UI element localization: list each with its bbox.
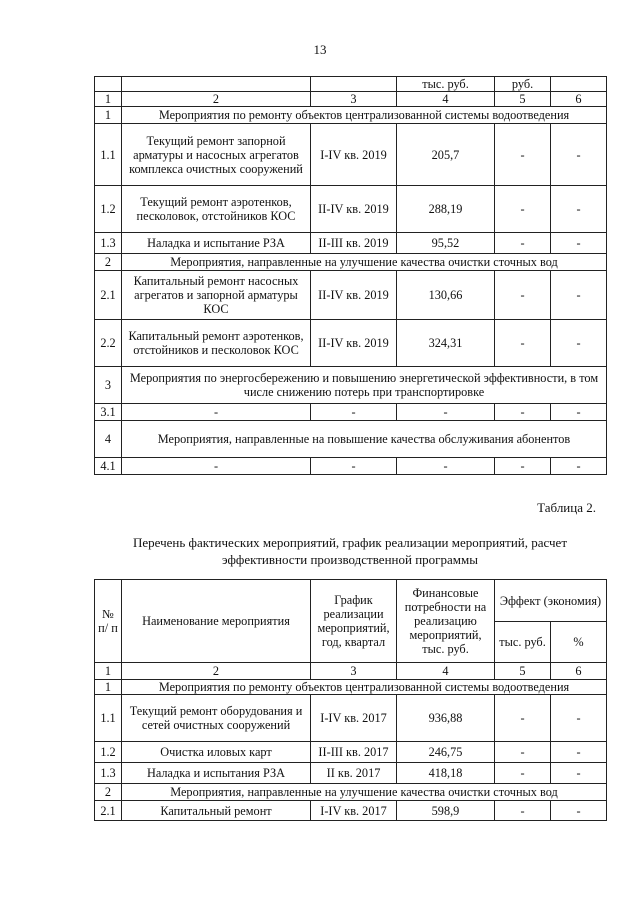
row-number: 1.1: [95, 695, 122, 742]
table-row: [95, 233, 607, 254]
schedule: I-IV кв. 2019: [311, 124, 397, 186]
row-number: 2.1: [95, 271, 122, 320]
header-num: № п/ п: [95, 580, 122, 663]
unit-cell: руб.: [495, 77, 551, 92]
effect-rub: -: [495, 458, 551, 475]
section-number: 1: [95, 107, 122, 124]
event-name: Наладка и испытания РЗА: [122, 763, 311, 784]
schedule: -: [311, 404, 397, 421]
header-effect-rub: тыс. руб.: [495, 622, 551, 663]
schedule: II-IV кв. 2019: [311, 186, 397, 233]
table-row: [95, 107, 607, 124]
financing: 130,66: [397, 271, 495, 320]
table-row: [95, 421, 607, 458]
financing: 324,31: [397, 320, 495, 367]
row-number: 1.2: [95, 186, 122, 233]
effect-rub: -: [495, 233, 551, 254]
table-row: [95, 254, 607, 271]
header-name: Наименование мероприятия: [122, 580, 311, 663]
index-cell: 3: [311, 663, 397, 680]
row-number: 3.1: [95, 404, 122, 421]
effect-percent: -: [551, 801, 607, 821]
section-number: 4: [95, 421, 122, 458]
row-number: 1.3: [95, 233, 122, 254]
header-financing: Финансовые потребности на реализацию мероприятий, тыс. руб.: [397, 580, 495, 663]
effect-rub: -: [495, 271, 551, 320]
header-row: [95, 580, 607, 622]
index-cell: 4: [397, 92, 495, 107]
effect-percent: -: [551, 271, 607, 320]
index-row: [95, 663, 607, 680]
index-cell: 5: [495, 663, 551, 680]
event-name: Капитальный ремонт аэротенков, отстойников и песколовок КОС: [122, 320, 311, 367]
table-row: [95, 784, 607, 801]
header-effect: Эффект (экономия): [495, 580, 607, 622]
financing: 288,19: [397, 186, 495, 233]
effect-percent: -: [551, 320, 607, 367]
section-title: Мероприятия по ремонту объектов централизованной системы водоотведения: [122, 107, 607, 124]
section-title: Мероприятия, направленные на повышение качества обслуживания абонентов: [122, 421, 607, 458]
schedule: -: [311, 458, 397, 475]
schedule: I-IV кв. 2017: [311, 801, 397, 821]
index-row: [95, 92, 607, 107]
index-cell: 1: [95, 663, 122, 680]
effect-rub: -: [495, 186, 551, 233]
financing: 418,18: [397, 763, 495, 784]
effect-rub: -: [495, 320, 551, 367]
table-row: [95, 367, 607, 404]
section-number: 3: [95, 367, 122, 404]
financing: 95,52: [397, 233, 495, 254]
event-name: Текущий ремонт аэротенков, песколовок, отстойников КОС: [122, 186, 311, 233]
schedule: II-III кв. 2019: [311, 233, 397, 254]
section-title: Мероприятия по ремонту объектов централизованной системы водоотведения: [122, 680, 607, 695]
event-name: Текущий ремонт оборудования и сетей очистных сооружений: [122, 695, 311, 742]
index-cell: 1: [95, 92, 122, 107]
event-name: Капитальный ремонт насосных агрегатов и запорной арматуры КОС: [122, 271, 311, 320]
effect-rub: -: [495, 404, 551, 421]
section-title: Мероприятия, направленные на улучшение качества очистки сточных вод: [122, 784, 607, 801]
financing: 246,75: [397, 742, 495, 763]
table-row: [95, 320, 607, 367]
unit-cell: [95, 77, 122, 92]
table-2-title: Перечень фактических мероприятий, график реализации мероприятий, расчет эффективности производственной программы: [132, 535, 568, 567]
table-2: [94, 579, 607, 821]
unit-cell: тыс. руб.: [397, 77, 495, 92]
row-number: 1.3: [95, 763, 122, 784]
financing: 936,88: [397, 695, 495, 742]
effect-percent: -: [551, 695, 607, 742]
event-name: Капитальный ремонт: [122, 801, 311, 821]
row-number: 4.1: [95, 458, 122, 475]
table-1-body: [95, 77, 607, 475]
effect-rub: -: [495, 801, 551, 821]
index-cell: 3: [311, 92, 397, 107]
index-cell: 6: [551, 663, 607, 680]
row-number: 2.1: [95, 801, 122, 821]
event-name: Наладка и испытание РЗА: [122, 233, 311, 254]
index-cell: 2: [122, 663, 311, 680]
schedule: II кв. 2017: [311, 763, 397, 784]
schedule: II-IV кв. 2019: [311, 320, 397, 367]
table-row: [95, 404, 607, 421]
unit-row: [95, 77, 607, 92]
table-row: [95, 186, 607, 233]
section-title: Мероприятия по энергосбережению и повышению энергетической эффективности, в том числе снижению потерь при транспортировке: [122, 367, 607, 404]
schedule: II-IV кв. 2019: [311, 271, 397, 320]
effect-percent: -: [551, 458, 607, 475]
schedule: I-IV кв. 2017: [311, 695, 397, 742]
effect-rub: -: [495, 695, 551, 742]
section-title: Мероприятия, направленные на улучшение качества очистки сточных вод: [122, 254, 607, 271]
effect-percent: -: [551, 742, 607, 763]
section-number: 2: [95, 784, 122, 801]
financing: -: [397, 404, 495, 421]
page-number: 13: [313, 42, 327, 57]
event-name: -: [122, 458, 311, 475]
table-1: [94, 76, 607, 475]
schedule: II-III кв. 2017: [311, 742, 397, 763]
unit-cell: [551, 77, 607, 92]
table-2-body: [95, 580, 607, 821]
effect-rub: -: [495, 742, 551, 763]
financing: 205,7: [397, 124, 495, 186]
effect-rub: -: [495, 763, 551, 784]
section-number: 1: [95, 680, 122, 695]
effect-percent: -: [551, 124, 607, 186]
effect-percent: -: [551, 186, 607, 233]
table-row: [95, 763, 607, 784]
event-name: Очистка иловых карт: [122, 742, 311, 763]
header-schedule: График реализации мероприятий, год, квартал: [311, 580, 397, 663]
index-cell: 6: [551, 92, 607, 107]
table-row: [95, 742, 607, 763]
table-row: [95, 458, 607, 475]
table-row: [95, 271, 607, 320]
index-cell: 2: [122, 92, 311, 107]
effect-percent: -: [551, 404, 607, 421]
table-2-label: Таблица 2.: [537, 500, 596, 515]
row-number: 1.1: [95, 124, 122, 186]
header-effect-percent: %: [551, 622, 607, 663]
row-number: 2.2: [95, 320, 122, 367]
table-row: [95, 695, 607, 742]
table-row: [95, 801, 607, 821]
event-name: -: [122, 404, 311, 421]
index-cell: 5: [495, 92, 551, 107]
effect-percent: -: [551, 233, 607, 254]
unit-cell: [122, 77, 311, 92]
event-name: Текущий ремонт запорной арматуры и насосных агрегатов комплекса очистных сооружений: [122, 124, 311, 186]
financing: -: [397, 458, 495, 475]
section-number: 2: [95, 254, 122, 271]
table-row: [95, 124, 607, 186]
table-row: [95, 680, 607, 695]
effect-percent: -: [551, 763, 607, 784]
row-number: 1.2: [95, 742, 122, 763]
effect-rub: -: [495, 124, 551, 186]
index-cell: 4: [397, 663, 495, 680]
unit-cell: [311, 77, 397, 92]
financing: 598,9: [397, 801, 495, 821]
